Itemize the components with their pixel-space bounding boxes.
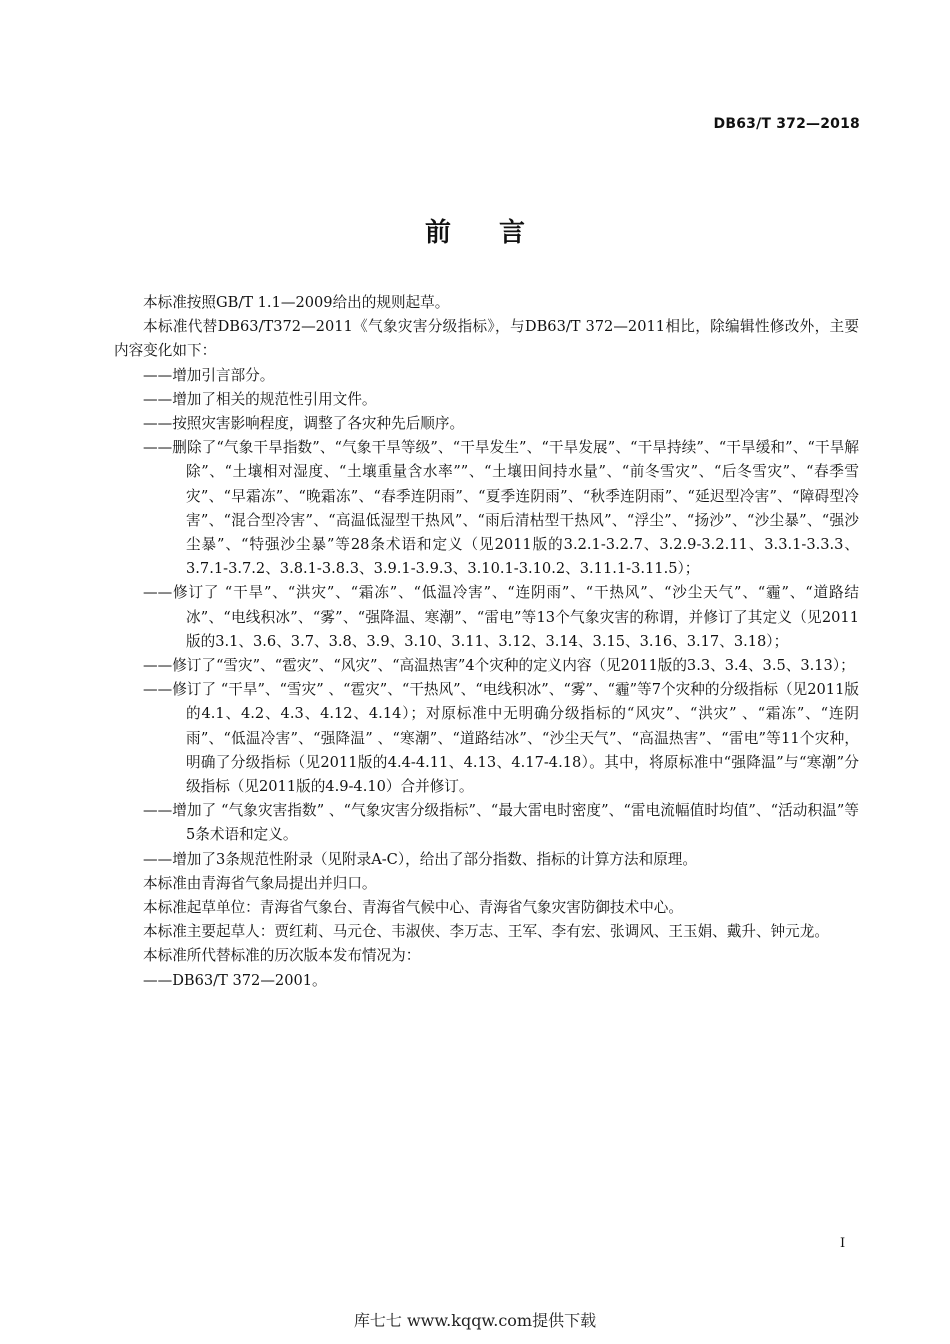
change-item: ——删除了“气象干旱指数”、“气象干旱等级”、“干旱发生”、“干旱发展”、“干旱持续”、“干旱缓和”、“干旱解除”、“土壤相对湿度、“土壤重量含水率””、“土壤田间持水量”、“前冬雪灾”、“后冬雪灾”、“春季雪灾”、“早霜冻”、“晚霜冻”、“春季连阴雨”、“夏季连阴雨”、“秋季连阴雨”、“延迟型冷害”、“障碍型冷害”、“混合型冷害”、“高温低湿型干热风”、“雨后清枯型干热风”、“浮尘”、“扬沙”、“沙尘暴”、“强沙尘暴”、“特强沙尘暴”等28条术语和定义（见2011版的3.2.1-3.2.7、3.2.9-3.2.11、3.3.1-3.3.3、3.7.1-3.7.2、3.8.1-3.8.3、3.9.1-3.9.3、3.10.1-3.10.2、3.11.1-3.11.5）； xyxy=(143,439,859,578)
change-item: ——增加引言部分。 xyxy=(143,366,275,384)
change-item: ——修订了 “干旱”、“雪灾” 、“雹灾”、“干热风”、“电线积冰”、“雾”、“霾”等7个灾种的分级指标（见2011版的4.1、4.2、4.3、4.12、4.14）；对原标准中无明确分级指标的“风灾”、“洪灾” 、“霜冻”、“连阴雨”、“低温冷害”、“强降温” 、“寒潮”、“道路结冰”、“沙尘天气”、“高温热害”、“雷电”等11个灾种，明确了分级指标（见2011版的4.4-4.11、4.13、4.17-4.18）。其中，将原标准中“强降温”与“寒潮”分级指标（见2011版的4.9-4.10）合并修订。 xyxy=(143,681,859,796)
page-number: I xyxy=(840,1236,846,1251)
change-item: ——修订了 “干旱”、“洪灾”、“霜冻”、“低温冷害”、“连阴雨”、“干热风”、“沙尘天气”、“霾”、“道路结冰”、“电线积冰”、“雾”、“强降温、寒潮”、“雷电”等13个气象灾害的称谓，并修订了其定义（见2011版的3.1、3.6、3.7、3.8、3.9、3.10、3.11、3.12、3.14、3.15、3.16、3.17、3.18）； xyxy=(143,584,859,650)
change-item: ——按照灾害影响程度，调整了各灾种先后顺序。 xyxy=(143,415,465,433)
foreword-body xyxy=(114,291,859,993)
standard-code: DB63/T 372—2018 xyxy=(713,116,860,132)
change-item: ——修订了“雪灾”、“雹灾”、“风灾”、“高温热害”4个灾种的定义内容（见2011版的3.3、3.4、3.5、3.13）； xyxy=(143,657,855,675)
change-item: ——增加了3条规范性附录（见附录A-C），给出了部分指数、指标的计算方法和原理。 xyxy=(143,850,697,868)
page-title: 前言 xyxy=(424,218,573,248)
change-item: ——增加了相关的规范性引用文件。 xyxy=(143,390,377,408)
paragraph: 本标准主要起草人：贾红莉、马元仓、韦淑侠、李万志、王军、李有宏、张调风、王玉娟、戴升、钟元龙。 xyxy=(143,923,829,941)
paragraph: 本标准起草单位：青海省气象台、青海省气候中心、青海省气象灾害防御技术中心。 xyxy=(143,899,683,917)
paragraph: 本标准所代替标准的历次版本发布情况为： xyxy=(143,947,421,965)
footer-watermark: 库七七 www.kqqw.com提供下载 xyxy=(353,1311,597,1330)
paragraph: 本标准按照GB/T 1.1—2009给出的规则起草。 xyxy=(143,294,450,311)
paragraph: 本标准代替DB63/T372—2011《气象灾害分级指标》，与DB63/T 372—2011相比，除编辑性修改外，主要内容变化如下： xyxy=(114,318,859,360)
paragraph: 本标准由青海省气象局提出并归口。 xyxy=(143,874,377,892)
history-item: ——DB63/T 372—2001。 xyxy=(143,971,327,989)
change-item: ——增加了 “气象灾害指数” 、“气象灾害分级指标”、“最大雷电时密度”、“雷电流幅值时均值”、“活动积温”等5条术语和定义。 xyxy=(143,802,859,844)
